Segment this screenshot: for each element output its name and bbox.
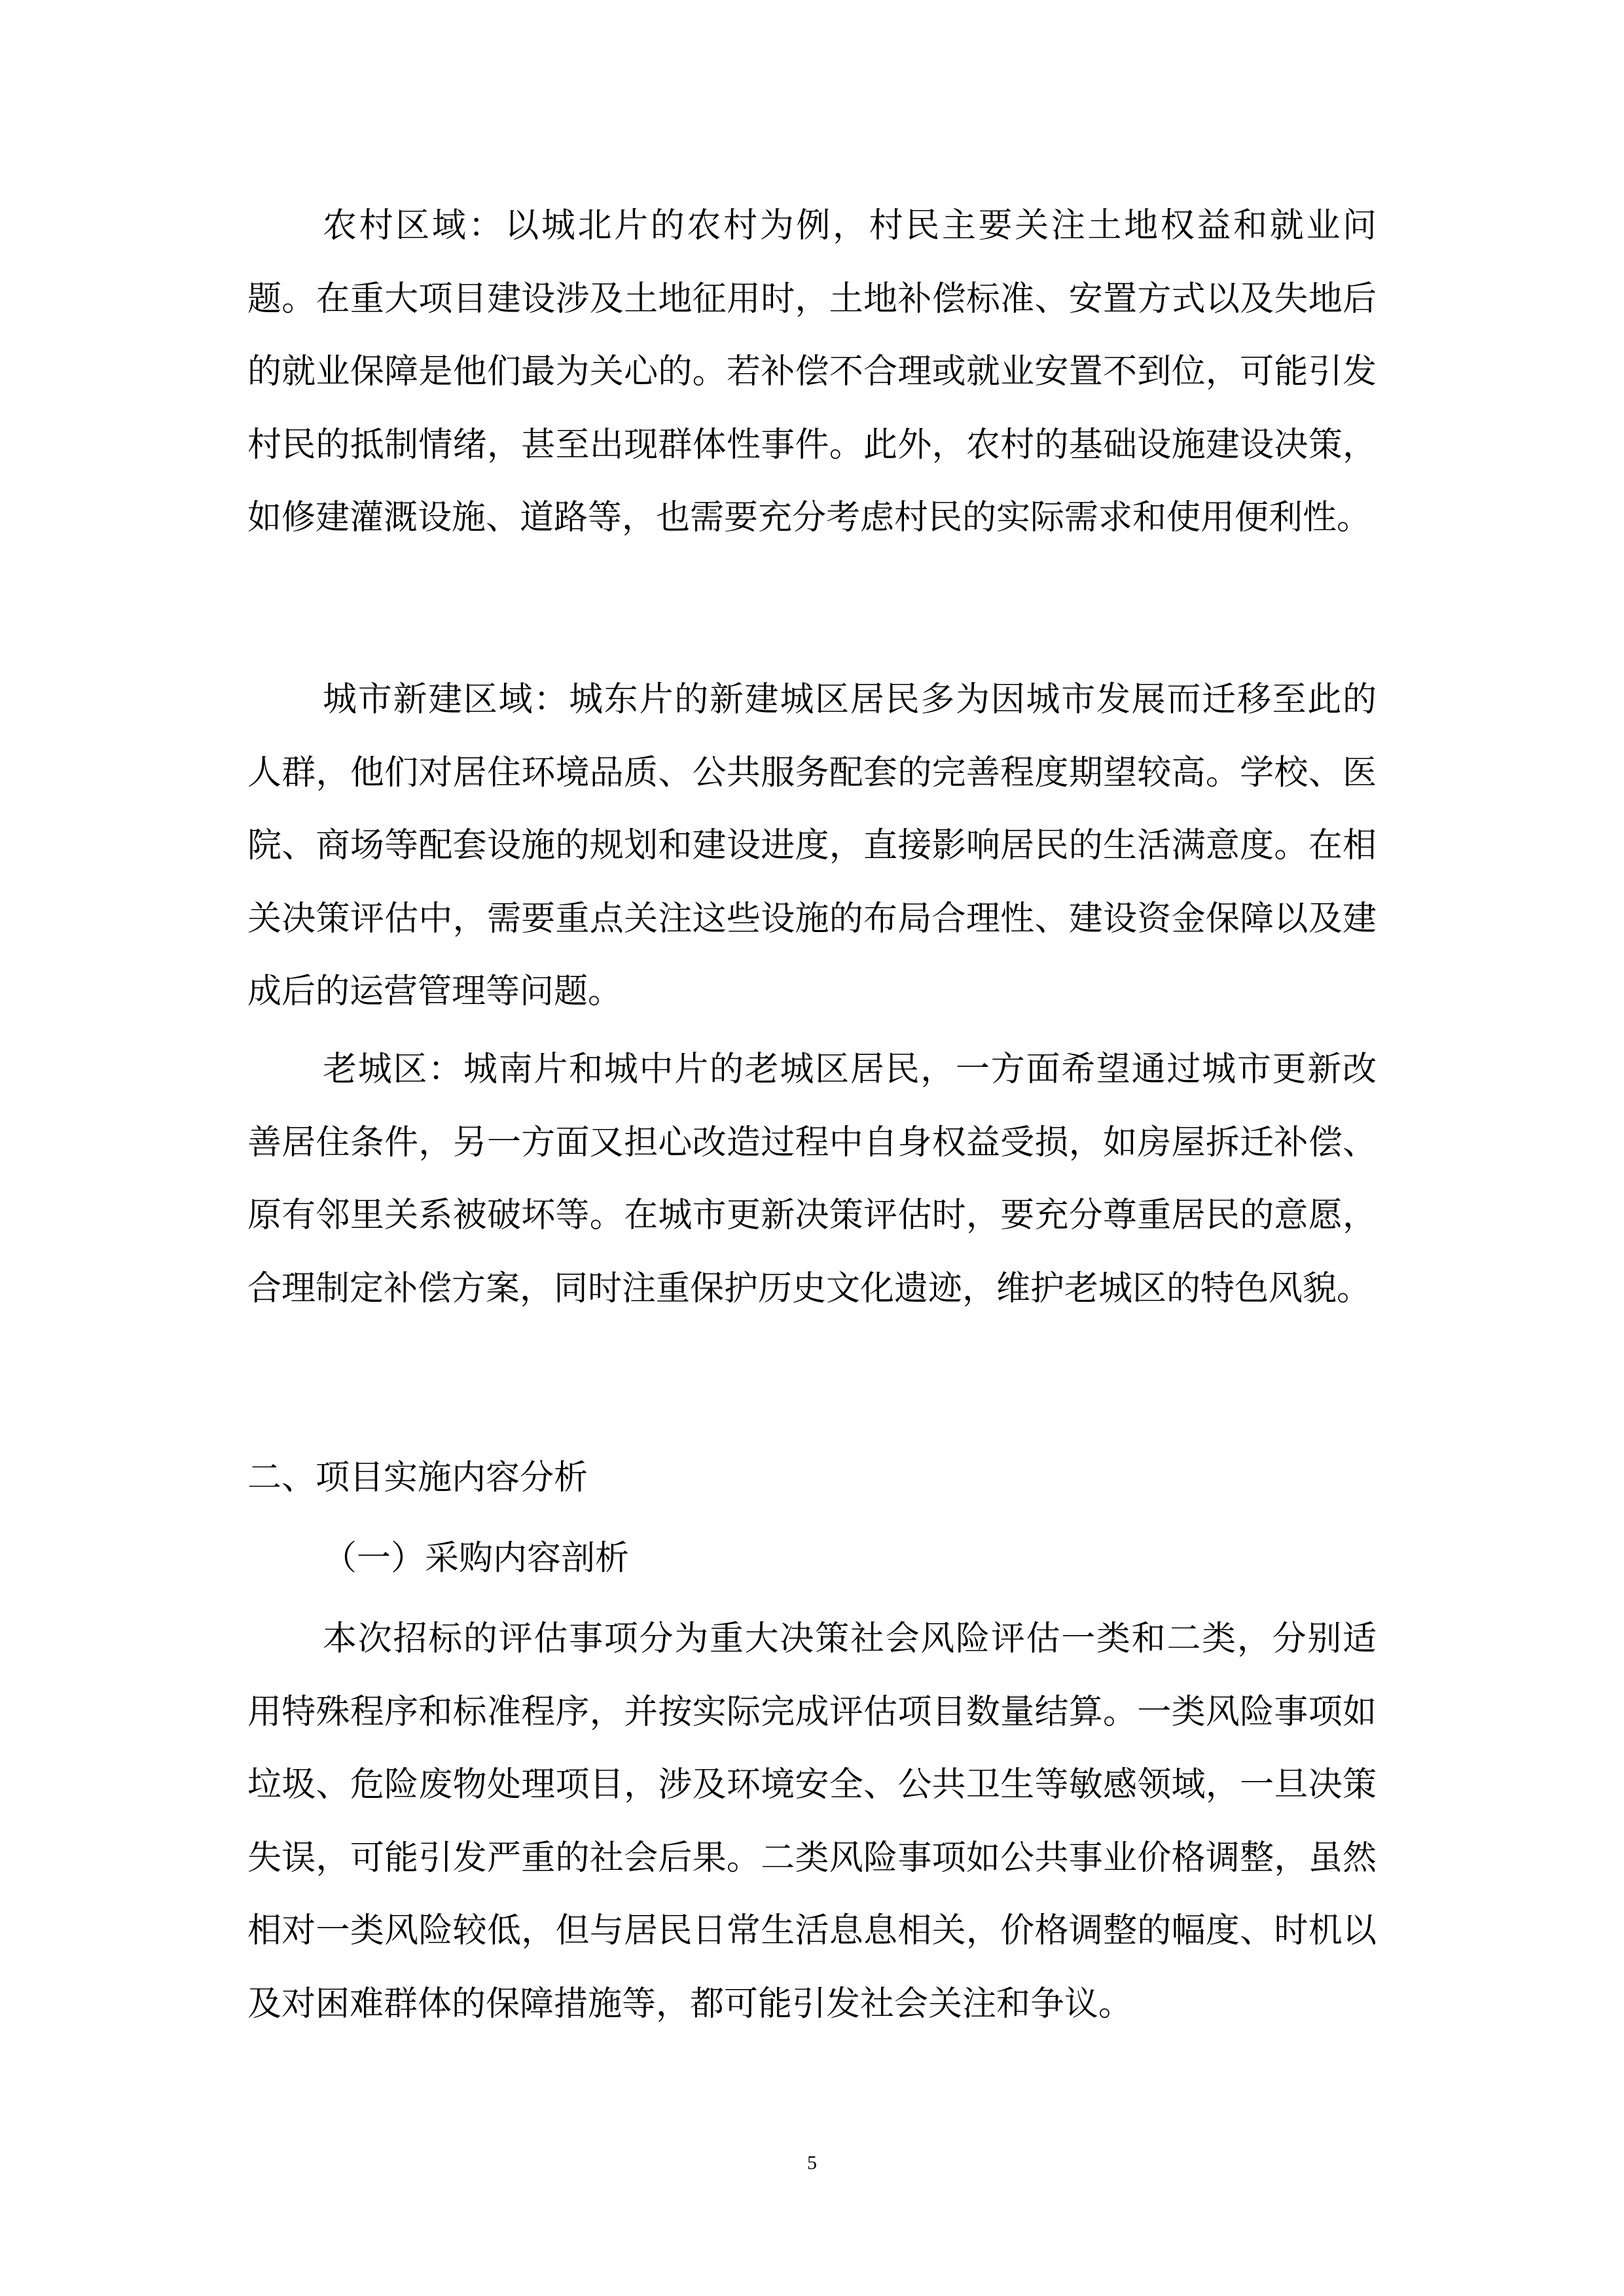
section-heading: 二、项目实施内容分析 [247, 1458, 588, 1498]
paragraph-new-urban-area: 城市新建区域：城东片的新建城区居民多为因城市发展而迁移至此的人群，他们对居住环境品质、公共服务配套的完善程度期望较高。学校、医院、商场等配套设施的规划和建设进度，直接影响居民的生活满意度。在相关决策评估中，需要重点关注这些设施的布局合理性、建设资金保障以及建成后的运营管理等问题。 [247, 680, 1377, 1011]
paragraph-procurement-content: 本次招标的评估事项分为重大决策社会风险评估一类和二类，分别适用特殊程序和标准程序，并按实际完成评估项目数量结算。一类风险事项如垃圾、危险废物处理项目，涉及环境安全、公共卫生等敏感领域，一旦决策失误，可能引发严重的社会后果。二类风险事项如公共事业价格调整，虽然相对一类风险较低，但与居民日常生活息息相关，价格调整的幅度、时机以及对困难群体的保障措施等，都可能引发社会关注和争议。 [247, 1619, 1377, 2024]
paragraph-old-city-area: 老城区：城南片和城中片的老城区居民，一方面希望通过城市更新改善居住条件，另一方面又担心改造过程中自身权益受损，如房屋拆迁补偿、原有邻里关系被破坏等。在城市更新决策评估时，要充分尊重居民的意愿，合理制定补偿方案，同时注重保护历史文化遗迹，维护老城区的特色风貌。 [247, 1050, 1377, 1308]
subsection-heading: （一）采购内容剖析 [323, 1539, 630, 1578]
paragraph-rural-area: 农村区域：以城北片的农村为例，村民主要关注土地权益和就业问题。在重大项目建设涉及土地征用时，土地补偿标准、安置方式以及失地后的就业保障是他们最为关心的。若补偿不合理或就业安置不到位，可能引发村民的抵制情绪，甚至出现群体性事件。此外，农村的基础设施建设决策，如修建灌溉设施、道路等，也需要充分考虑村民的实际需求和使用便利性。 [247, 206, 1377, 537]
page-number: 5 [807, 2152, 817, 2174]
